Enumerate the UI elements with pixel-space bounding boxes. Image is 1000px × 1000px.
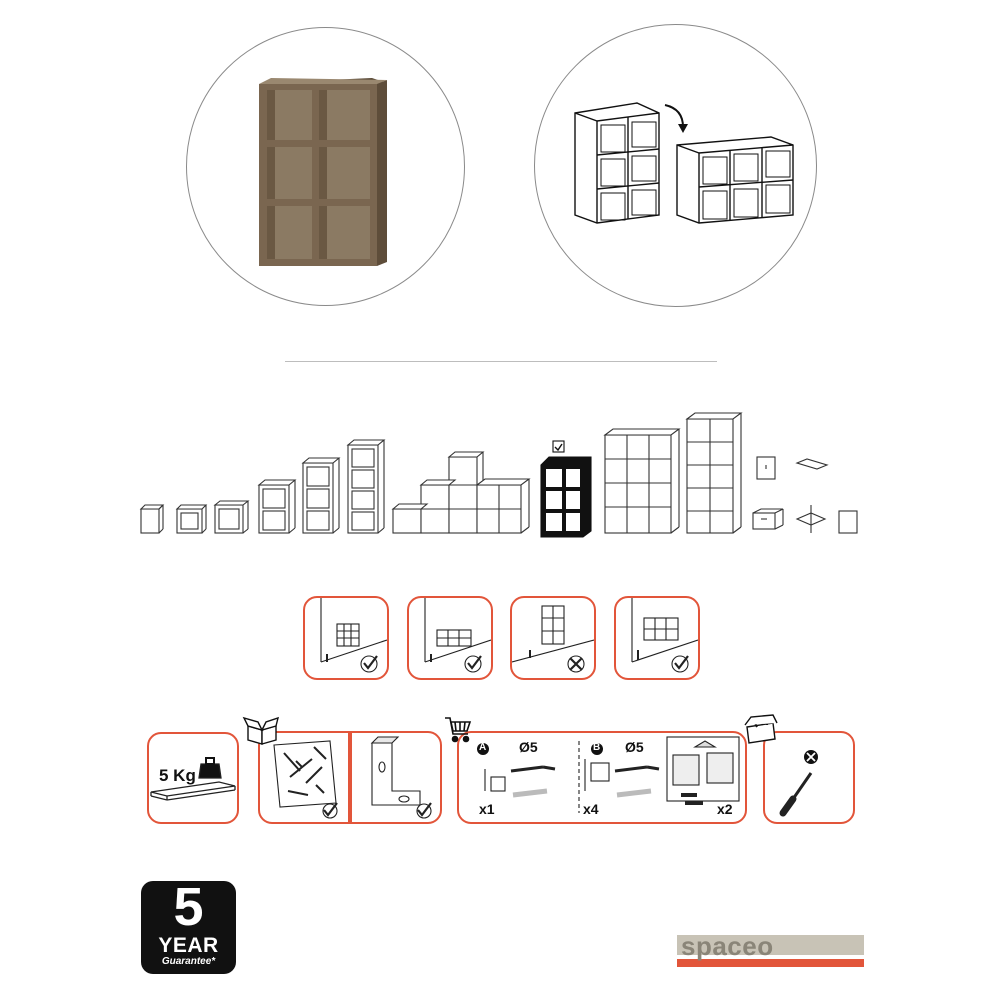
guarantee-badge	[141, 877, 236, 974]
check-icon	[361, 656, 377, 672]
range-item-4-cubes	[348, 440, 384, 533]
range-accessory-drawer	[753, 509, 783, 529]
range-item-8-cubes	[687, 413, 741, 533]
wall-fix-panel-1	[303, 596, 389, 680]
orientation-diagram	[535, 25, 816, 306]
range-accessory-divider	[797, 505, 825, 533]
range-accessory-shelf	[797, 459, 827, 469]
screw-icon	[511, 767, 555, 771]
range-item-1-cube	[177, 505, 206, 533]
range-item-staircase	[393, 452, 483, 533]
angle-bracket-icon	[372, 737, 420, 805]
range-item-1-cube-large	[215, 501, 248, 533]
screw-icon	[615, 767, 659, 771]
check-icon	[323, 803, 337, 818]
range-accessory-door	[757, 457, 775, 479]
section-divider	[285, 361, 717, 362]
packaging-contents-panel	[258, 731, 442, 824]
open-box-icon	[242, 712, 280, 746]
orientation-circle	[534, 24, 817, 307]
weight-icon	[199, 758, 221, 778]
max-load-label: 5 Kg	[159, 766, 196, 785]
product-range-row	[135, 405, 870, 545]
range-item-2-cubes	[259, 480, 295, 533]
brand-logo	[677, 931, 864, 972]
fixing-a-count: x1	[479, 801, 495, 817]
check-icon	[465, 656, 481, 672]
wall-fix-panel-2	[407, 596, 493, 680]
brand-name: spaceo	[681, 931, 774, 961]
fixing-b-diameter: Ø5	[625, 739, 644, 755]
wood-shelf-image	[187, 28, 464, 305]
shopping-cart-icon	[443, 714, 473, 744]
fixing-b-letter: B	[593, 742, 601, 753]
hardware-bag-icon	[274, 741, 336, 807]
cross-icon	[804, 750, 818, 764]
range-item-9-cubes	[605, 429, 679, 533]
range-item-selected-6-cubes	[541, 441, 591, 537]
range-item-2x2	[477, 479, 529, 533]
wall-fix-panel-4	[614, 596, 700, 680]
guarantee-sub: Guarantee*	[161, 956, 216, 967]
rotate-arrow-icon	[665, 105, 683, 127]
check-icon	[672, 656, 688, 672]
screwdriver-icon	[783, 773, 811, 813]
guarantee-number: 5	[173, 877, 204, 937]
fixing-b-count: x4	[583, 801, 599, 817]
extra-kit-count: x2	[717, 801, 733, 817]
range-accessory-panel	[839, 511, 857, 533]
toolbox-icon	[743, 713, 779, 745]
fixing-a-letter: A	[479, 742, 487, 753]
wall-fixings-panel	[457, 731, 747, 824]
guarantee-label: YEAR	[158, 934, 219, 957]
cross-icon	[568, 656, 584, 672]
max-load-panel	[147, 732, 239, 824]
range-item-1-cube-open	[141, 505, 163, 533]
wall-fix-panel-3	[510, 596, 596, 680]
fixing-a-diameter: Ø5	[519, 739, 538, 755]
wall-plug-icon	[513, 791, 547, 795]
range-item-3-cubes	[303, 458, 339, 533]
wall-plug-icon	[617, 791, 651, 795]
product-photo-circle	[186, 27, 465, 306]
